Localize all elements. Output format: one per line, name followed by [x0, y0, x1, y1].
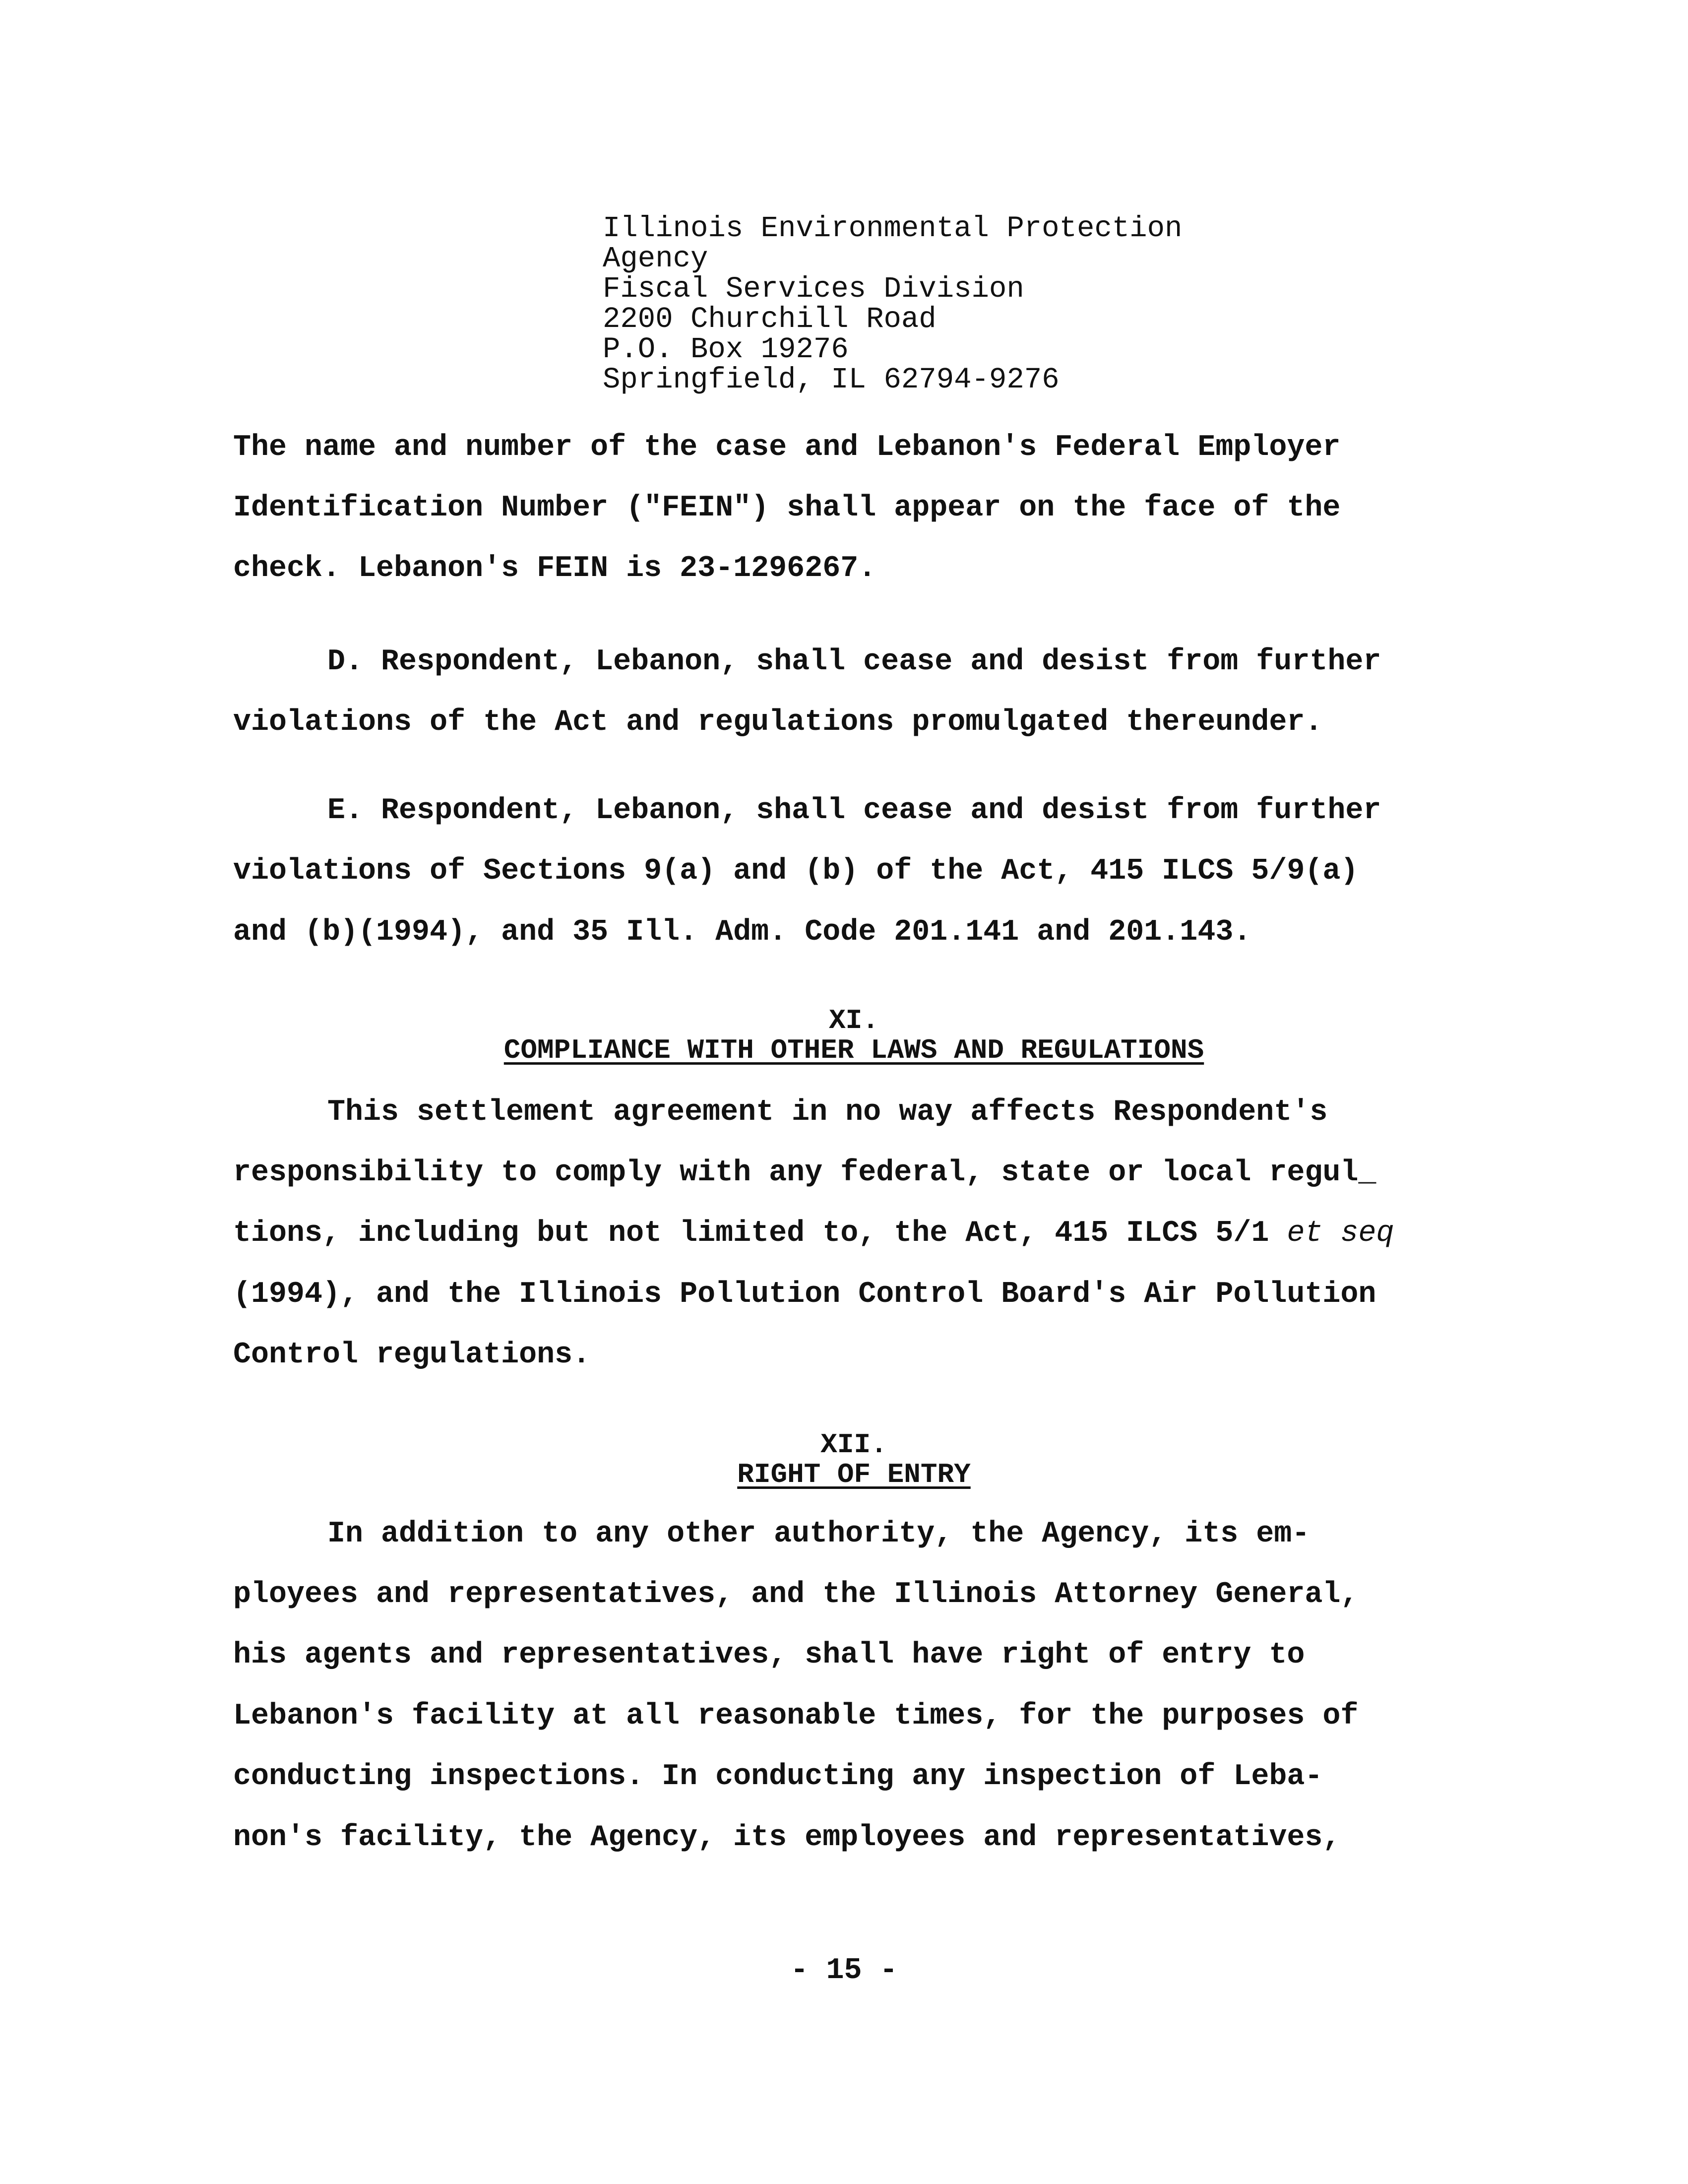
paragraph-line: This settlement agreement in no way affects Respondent's [327, 1095, 1328, 1129]
address-line: 2200 Churchill Road [603, 303, 937, 336]
paragraph-line: Identification Number ("FEIN") shall appear on the face of the [233, 491, 1341, 525]
section-title-compliance: COMPLIANCE WITH OTHER LAWS AND REGULATIONS [503, 1034, 1204, 1066]
address-line: Agency [603, 242, 708, 275]
section-number-xii: XII. [820, 1429, 887, 1461]
paragraph-line: violations of the Act and regulations promulgated thereunder. [233, 706, 1323, 739]
italic-et-seq: et seq [1287, 1217, 1394, 1250]
address-line: P.O. Box 19276 [603, 333, 849, 366]
address-line: Fiscal Services Division [603, 272, 1024, 306]
page-number: - 15 - [790, 1954, 898, 1988]
paragraph-line: conducting inspections. In conducting any inspection of Leba- [233, 1760, 1323, 1794]
paragraph-line: D. Respondent, Lebanon, shall cease and desist from further [327, 645, 1381, 679]
paragraph-line: his agents and representatives, shall have right of entry to [233, 1638, 1305, 1672]
paragraph-line: non's facility, the Agency, its employees and representatives, [233, 1821, 1341, 1855]
paragraph-line: responsibility to comply with any federal, state or local regul_ [233, 1156, 1376, 1190]
paragraph-line: check. Lebanon's FEIN is 23-1296267. [233, 552, 876, 585]
paragraph-line: (1994), and the Illinois Pollution Control Board's Air Pollution [233, 1278, 1376, 1311]
paragraph-line: E. Respondent, Lebanon, shall cease and desist from further [327, 794, 1381, 828]
line-text: tions, including but not limited to, the Act, 415 ILCS 5/1 [233, 1217, 1287, 1250]
paragraph-line: Lebanon's facility at all reasonable times, for the purposes of [233, 1699, 1359, 1733]
section-heading-xi [10, 1034, 1688, 1066]
paragraph-line: violations of Sections 9(a) and (b) of the Act, 415 ILCS 5/9(a) [233, 854, 1359, 888]
address-line: Illinois Environmental Protection [603, 212, 1183, 245]
paragraph-line: ployees and representatives, and the Illinois Attorney General, [233, 1578, 1359, 1611]
paragraph-line: and (b)(1994), and 35 Ill. Adm. Code 201.141 and 201.143. [233, 915, 1251, 949]
agency-address-block [603, 213, 1182, 395]
paragraph-line [233, 1217, 1394, 1250]
section-title-right-of-entry: RIGHT OF ENTRY [737, 1459, 971, 1490]
section-heading-xii [10, 1459, 1688, 1490]
section-number-xi: XI. [829, 1005, 879, 1036]
address-line: Springfield, IL 62794-9276 [603, 363, 1060, 396]
paragraph-line: In addition to any other authority, the Agency, its em- [327, 1517, 1310, 1551]
paragraph-line: Control regulations. [233, 1338, 591, 1372]
paragraph-line: The name and number of the case and Lebanon's Federal Employer [233, 431, 1341, 464]
